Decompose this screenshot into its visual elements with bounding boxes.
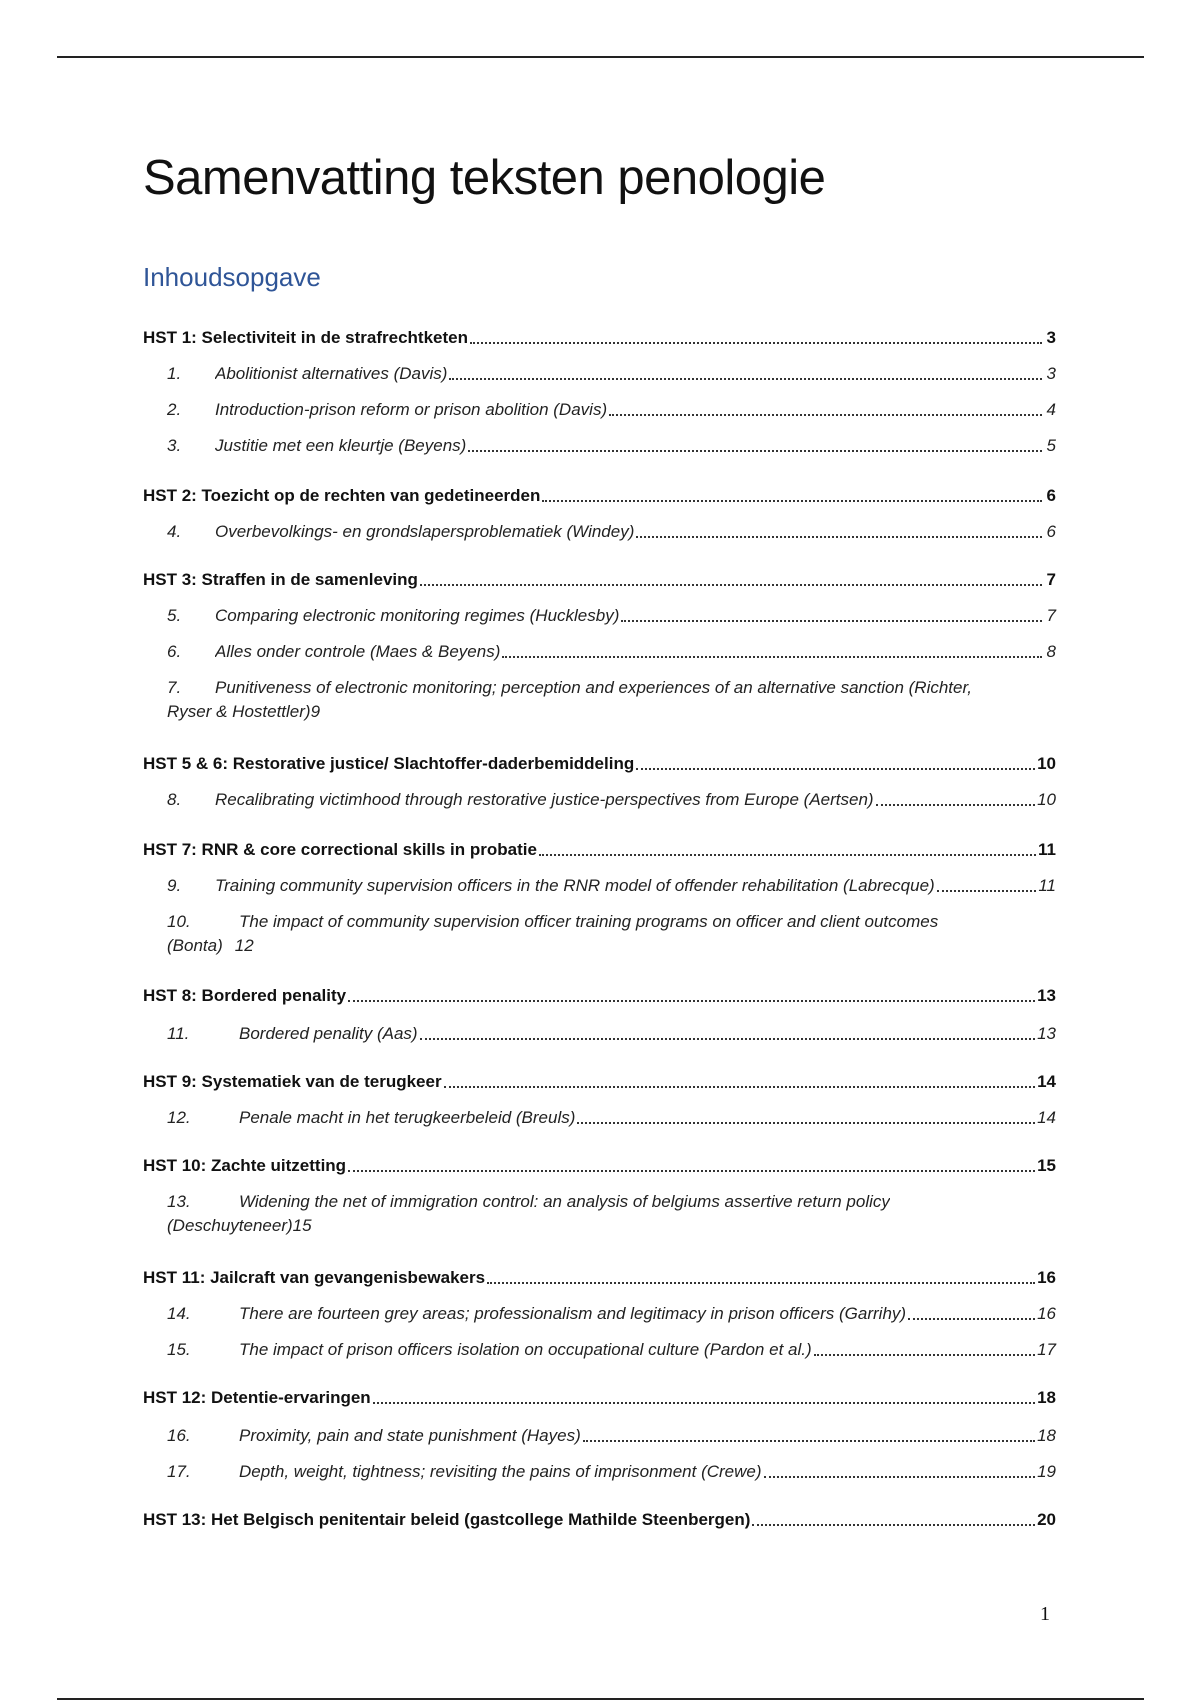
dot-leader: [636, 768, 1035, 770]
dot-leader: [814, 1354, 1035, 1356]
toc-entry-number: 8.: [167, 790, 182, 809]
toc-page-number: 13: [1037, 986, 1056, 1005]
toc-entry[interactable]: [143, 1020, 1056, 1044]
dot-leader: [908, 1318, 1035, 1320]
toc-page-number: 17: [1037, 1340, 1056, 1359]
dot-leader: [542, 500, 1042, 502]
toc-entry-text: Penale macht in het terugkeerbeleid (Breuls): [239, 1108, 576, 1127]
toc-entry-text: Punitiveness of electronic monitoring; perception and experiences of an alternative sanction (Richter,: [215, 678, 972, 697]
toc-entry-text-continued: (Bonta): [167, 936, 223, 955]
toc-page-number: 15: [1037, 1156, 1056, 1175]
toc-page-number: 19: [1037, 1462, 1056, 1481]
toc-chapter-text: HST 7: RNR & core correctional skills in probatie: [143, 840, 537, 859]
toc-page-number: 20: [1037, 1510, 1056, 1529]
dot-leader: [752, 1524, 1035, 1526]
toc-chapter[interactable]: [143, 1384, 1056, 1408]
toc-entry[interactable]: [143, 518, 1056, 542]
toc-page-number: 5: [1046, 436, 1056, 455]
toc-page-number: 15: [292, 1216, 312, 1235]
toc-entry-text: There are fourteen grey areas; professionalism and legitimacy in prison officers (Garrihy): [239, 1304, 907, 1323]
dot-leader: [876, 804, 1036, 806]
toc-entry-number: 11.: [167, 1024, 190, 1043]
toc-entry-continuation[interactable]: [167, 1212, 1056, 1236]
toc-page-number: 13: [1037, 1024, 1056, 1043]
toc-entry-number: 16.: [167, 1426, 191, 1445]
toc-entry[interactable]: [143, 360, 1056, 384]
toc-entry-text-continued: (Deschuyteneer): [167, 1216, 293, 1235]
toc-entry[interactable]: [143, 872, 1056, 896]
toc-entry-text-continued: Ryser & Hostettler): [167, 702, 311, 721]
toc-entry[interactable]: [143, 1300, 1056, 1324]
dot-leader: [539, 854, 1036, 856]
toc-entry-text: Widening the net of immigration control: an analysis of belgiums assertive return policy: [239, 1192, 890, 1211]
toc-page-number: 4: [1046, 400, 1056, 419]
dot-leader: [937, 890, 1037, 892]
toc-page-number: 10: [1037, 790, 1056, 809]
toc-chapter-text: HST 1: Selectiviteit in de strafrechtketen: [143, 328, 468, 347]
toc-chapter[interactable]: [143, 1068, 1056, 1092]
toc-page-number: 18: [1037, 1388, 1056, 1407]
toc-page-number: 6: [1046, 522, 1056, 541]
toc-entry-text: Depth, weight, tightness; revisiting the pains of imprisonment (Crewe): [239, 1462, 762, 1481]
toc-entry-number: 5.: [167, 606, 182, 625]
toc-page-number: 7: [1046, 570, 1056, 589]
toc-entry-number: 14.: [167, 1304, 191, 1323]
toc-entry-continuation[interactable]: [167, 698, 1056, 722]
toc-entry-text: Training community supervision officers in the RNR model of offender rehabilitation (Labrecque): [215, 876, 935, 895]
toc-chapter[interactable]: [143, 324, 1056, 348]
dot-leader: [502, 656, 1042, 658]
toc-entry-text: Alles onder controle (Maes & Beyens): [215, 642, 501, 661]
toc-entry-text: Introduction-prison reform or prison abolition (Davis): [215, 400, 608, 419]
toc-chapter-text: HST 13: Het Belgisch penitentair beleid (gastcollege Mathilde Steenbergen): [143, 1510, 751, 1529]
toc-page-number: 14: [1037, 1108, 1056, 1127]
dot-leader: [373, 1402, 1035, 1404]
toc-chapter-text: HST 5 & 6: Restorative justice/ Slachtoffer-daderbemiddeling: [143, 754, 635, 773]
toc-page-number: 12: [234, 936, 254, 955]
toc-page-number: 3: [1046, 364, 1056, 383]
toc-entry[interactable]: [143, 1188, 1056, 1212]
toc-chapter[interactable]: [143, 566, 1056, 590]
toc-chapter-text: HST 2: Toezicht op de rechten van gedetineerden: [143, 486, 541, 505]
toc-entry-text: The impact of community supervision officer training programs on officer and client outcomes: [239, 912, 939, 931]
toc-entry-number: 9.: [167, 876, 182, 895]
toc-entry-number: 10.: [167, 912, 191, 931]
dot-leader: [420, 584, 1042, 586]
toc-chapter[interactable]: [143, 482, 1056, 506]
toc-entry-number: 1.: [167, 364, 182, 383]
toc-chapter[interactable]: [143, 1506, 1056, 1530]
toc-page-number: 6: [1046, 486, 1056, 505]
toc-chapter[interactable]: [143, 1152, 1056, 1176]
toc-entry[interactable]: [143, 1458, 1056, 1482]
dot-leader: [577, 1122, 1035, 1124]
toc-chapter[interactable]: [143, 836, 1056, 860]
toc-entry[interactable]: [143, 432, 1056, 456]
toc-entry-text: Bordered penality (Aas): [239, 1024, 418, 1043]
toc-heading: Inhoudsopgave: [143, 262, 321, 292]
toc-entry-number: 6.: [167, 642, 182, 661]
toc-chapter-text: HST 11: Jailcraft van gevangenisbewakers: [143, 1268, 486, 1287]
toc-entry[interactable]: [143, 908, 1056, 932]
toc-entry[interactable]: [143, 674, 1056, 698]
toc-page-number: 11: [1038, 876, 1056, 895]
toc-entry[interactable]: [143, 396, 1056, 420]
toc-page-number: 7: [1046, 606, 1056, 625]
dot-leader: [348, 1000, 1035, 1002]
dot-leader: [487, 1282, 1035, 1284]
toc-entry[interactable]: [143, 1104, 1056, 1128]
dot-leader: [621, 620, 1042, 622]
toc-chapter-text: HST 9: Systematiek van de terugkeer: [143, 1072, 442, 1091]
toc-entry-text: Overbevolkings- en grondslapersproblematiek (Windey): [215, 522, 635, 541]
toc-entry-number: 17.: [167, 1462, 191, 1481]
header-rule: [57, 56, 1144, 58]
toc-page-number: 10: [1037, 754, 1056, 773]
dot-leader: [449, 378, 1042, 380]
dot-leader: [444, 1086, 1036, 1088]
toc-entry[interactable]: [143, 602, 1056, 626]
toc-entry[interactable]: [143, 1422, 1056, 1446]
dot-leader: [609, 414, 1042, 416]
toc-entry-number: 3.: [167, 436, 182, 455]
toc-page-number: 8: [1046, 642, 1056, 661]
toc-entry-text: The impact of prison officers isolation on occupational culture (Pardon et al.): [239, 1340, 812, 1359]
toc-page-number: 14: [1037, 1072, 1056, 1091]
toc-chapter-text: HST 12: Detentie-ervaringen: [143, 1388, 371, 1407]
toc-chapter[interactable]: [143, 750, 1056, 774]
toc-entry-number: 12.: [167, 1108, 191, 1127]
toc-entry-text: Justitie met een kleurtje (Beyens): [215, 436, 467, 455]
toc-entry-number: 2.: [167, 400, 182, 419]
page-number: 1: [1040, 1603, 1050, 1625]
toc-page-number: 16: [1037, 1268, 1056, 1287]
toc-page-number: 16: [1037, 1304, 1056, 1323]
dot-leader: [470, 342, 1042, 344]
toc-entry[interactable]: [143, 786, 1056, 810]
toc-entry-text: Abolitionist alternatives (Davis): [215, 364, 448, 383]
dot-leader: [420, 1038, 1035, 1040]
toc-chapter-text: HST 8: Bordered penality: [143, 986, 347, 1005]
toc-page-number: 18: [1037, 1426, 1056, 1445]
toc-chapter[interactable]: [143, 982, 1056, 1006]
toc-entry[interactable]: [143, 638, 1056, 662]
toc-chapter[interactable]: [143, 1264, 1056, 1288]
toc-entry-text: Proximity, pain and state punishment (Hayes): [239, 1426, 581, 1445]
toc-entry-number: 15.: [167, 1340, 191, 1359]
toc-entry-text: Recalibrating victimhood through restorative justice-perspectives from Europe (Aertsen): [215, 790, 874, 809]
dot-leader: [764, 1476, 1036, 1478]
toc-page-number: 11: [1038, 840, 1056, 859]
toc-page-number: 3: [1046, 328, 1056, 347]
toc-entry[interactable]: [143, 1336, 1056, 1360]
toc-entry-number: 4.: [167, 522, 182, 541]
toc-entry-number: 7.: [167, 678, 182, 697]
toc-chapter-text: HST 3: Straffen in de samenleving: [143, 570, 418, 589]
dot-leader: [636, 536, 1042, 538]
dot-leader: [468, 450, 1042, 452]
dot-leader: [583, 1440, 1035, 1442]
toc-chapter-text: HST 10: Zachte uitzetting: [143, 1156, 347, 1175]
toc-entry-number: 13.: [167, 1192, 191, 1211]
toc-page-number: 9: [310, 702, 321, 721]
dot-leader: [348, 1170, 1035, 1172]
toc-entry-text: Comparing electronic monitoring regimes (Hucklesby): [215, 606, 620, 625]
toc-entry-continuation[interactable]: [167, 932, 1056, 956]
document-title: Samenvatting teksten penologie: [143, 151, 826, 205]
